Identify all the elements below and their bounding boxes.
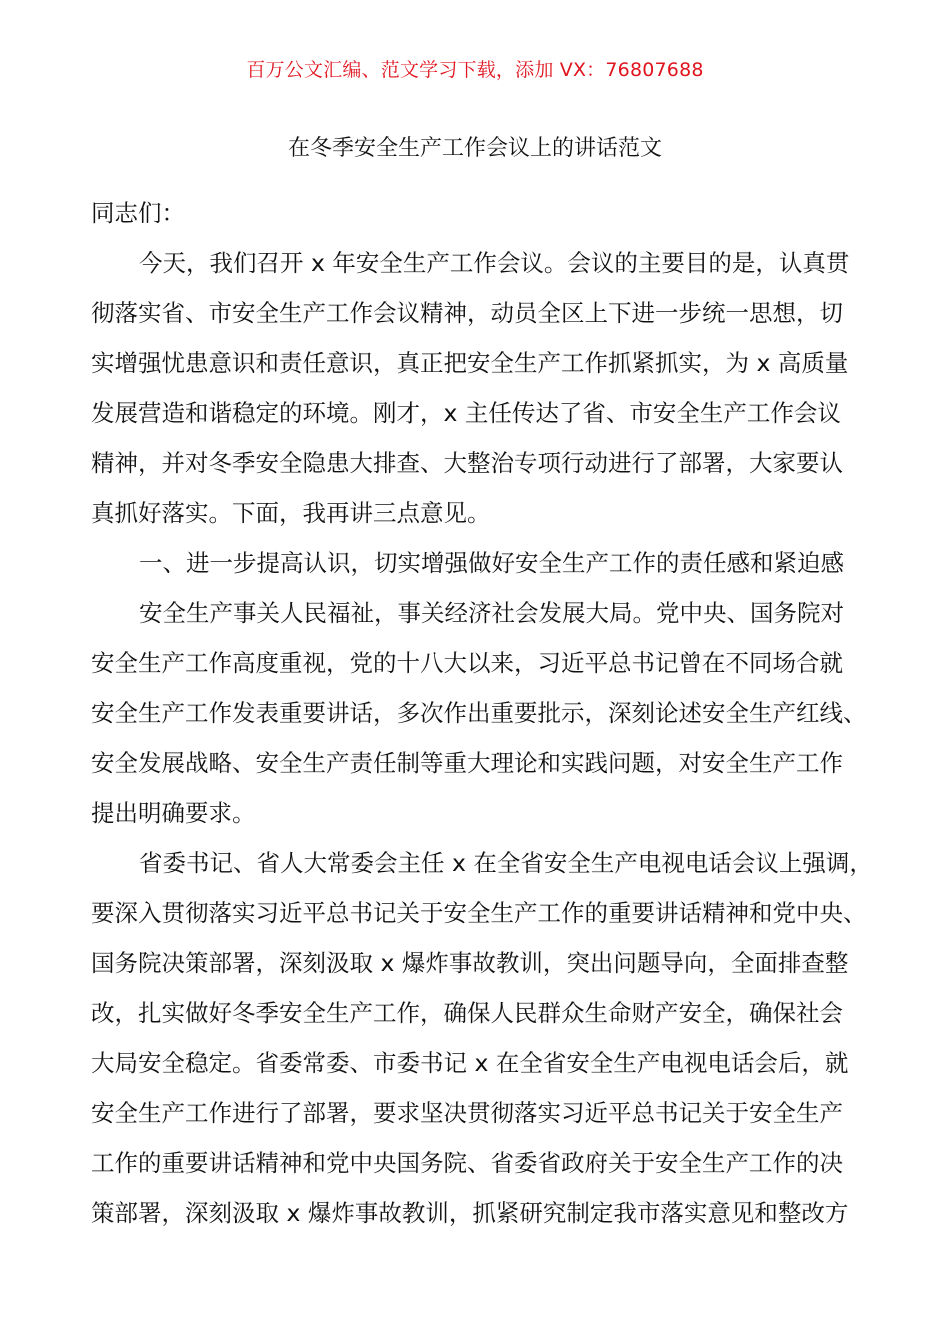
paragraph-line: 实增强忧患意识和责任意识，真正把安全生产工作抓紧抓实，为 x 高质量 <box>91 349 849 377</box>
paragraph-line: 安全生产工作进行了部署，要求坚决贯彻落实习近平总书记关于安全生产 <box>91 1099 843 1127</box>
paragraph-line: 策部署，深刻汲取 x 爆炸事故教训，抓紧研究制定我市落实意见和整改方 <box>91 1199 849 1227</box>
paragraph-line: 国务院决策部署，深刻汲取 x 爆炸事故教训，突出问题导向，全面排查整 <box>91 949 849 977</box>
paragraph-line: 要深入贯彻落实习近平总书记关于安全生产工作的重要讲话精神和党中央、 <box>91 899 867 927</box>
paragraph-line: 改，扎实做好冬季安全生产工作，确保人民群众生命财产安全，确保社会 <box>91 999 843 1027</box>
paragraph-line: 彻落实省、市安全生产工作会议精神，动员全区上下进一步统一思想，切 <box>91 299 843 327</box>
section-heading: 一、进一步提高认识，切实增强做好安全生产工作的责任感和紧迫感 <box>139 549 844 577</box>
paragraph-line: 省委书记、省人大常委会主任 x 在全省安全生产电视电话会议上强调， <box>139 849 873 877</box>
document-body <box>91 188 873 1238</box>
paragraph-line: 精神，并对冬季安全隐患大排查、大整治专项行动进行了部署，大家要认 <box>91 449 843 477</box>
document-title: 在冬季安全生产工作会议上的讲话范文 <box>287 136 662 161</box>
paragraph-line: 真抓好落实。下面，我再讲三点意见。 <box>91 499 491 527</box>
paragraph-line: 安全生产工作高度重视，党的十八大以来，习近平总书记曾在不同场合就 <box>91 649 843 677</box>
paragraph-line: 工作的重要讲话精神和党中央国务院、省委省政府关于安全生产工作的决 <box>91 1149 843 1177</box>
paragraph-line: 发展营造和谐稳定的环境。刚才，x 主任传达了省、市安全生产工作会议 <box>91 399 841 427</box>
paragraph-line: 安全发展战略、安全生产责任制等重大理论和实践问题，对安全生产工作 <box>91 749 843 777</box>
paragraph-line: 今天，我们召开 x 年安全生产工作会议。会议的主要目的是，认真贯 <box>139 249 850 277</box>
paragraph-line: 提出明确要求。 <box>91 799 256 827</box>
watermark-header: 百万公文汇编、范文学习下载，添加 VX：76807688 <box>246 59 704 81</box>
paragraph-line: 大局安全稳定。省委常委、市委书记 x 在全省安全生产电视电话会后，就 <box>91 1049 849 1077</box>
paragraph-line: 安全生产工作发表重要讲话，多次作出重要批示，深刻论述安全生产红线、 <box>91 699 867 727</box>
paragraph-line: 安全生产事关人民福祉，事关经济社会发展大局。党中央、国务院对 <box>139 599 844 627</box>
salutation: 同志们： <box>91 199 185 227</box>
